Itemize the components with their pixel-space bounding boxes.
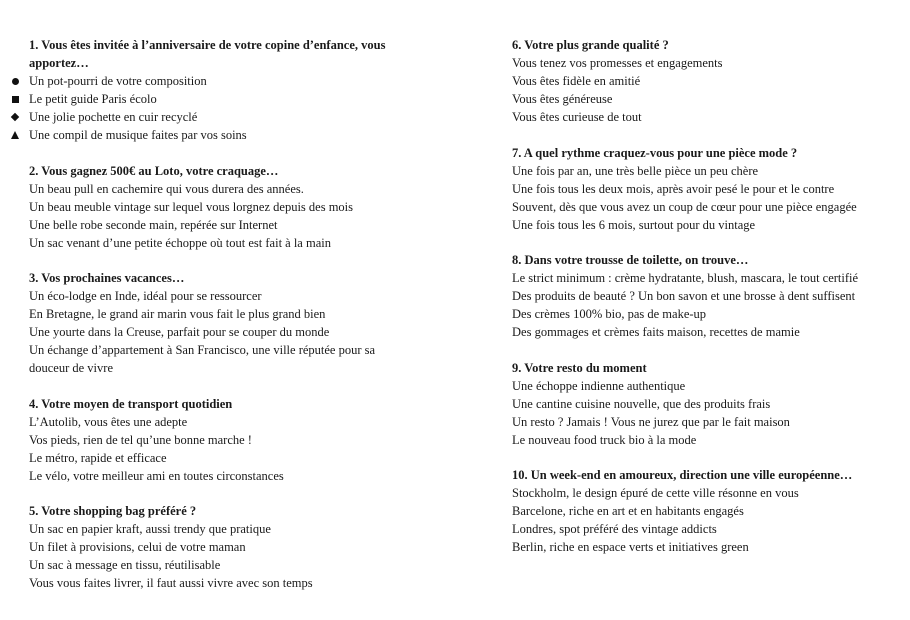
answer-option-text: Souvent, dès que vous avez un coup de cœur pour une pièce engagée <box>512 199 857 214</box>
answer-option-text: douceur de vivre <box>29 361 113 375</box>
answer-option-text: Un pot-pourri de votre composition <box>29 74 207 88</box>
answer-option <box>512 502 910 520</box>
answer-option-text: Une fois tous les deux mois, après avoir pesé le pour et le contre <box>512 181 835 196</box>
answer-option <box>29 305 469 323</box>
question-title: 4. Votre moyen de transport quotidien <box>29 396 233 411</box>
answer-option-text: Le vélo, votre meilleur ami en toutes circonstances <box>29 468 284 483</box>
answer-option <box>512 54 910 72</box>
question-title: 3. Vos prochaines vacances… <box>29 271 185 285</box>
answer-option <box>29 467 469 485</box>
question-block-3 <box>29 269 469 377</box>
answer-option-text: Le métro, rapide et efficace <box>29 450 167 465</box>
answer-option-text: Barcelone, riche en art et en habitants engagés <box>512 504 744 518</box>
answer-option-text: Des produits de beauté ? Un bon savon et une brosse à dent suffisent <box>512 289 856 303</box>
answer-option <box>29 323 469 341</box>
question-block-2 <box>29 162 469 252</box>
answer-option <box>29 72 469 90</box>
answer-option-text: Une belle robe seconde main, repérée sur Internet <box>29 217 278 232</box>
question-block-7 <box>512 144 910 234</box>
answer-option-text: Le petit guide Paris écolo <box>29 92 157 106</box>
question-title: 1. Vous êtes invitée à l’anniversaire de votre copine d’enfance, vous apportez… <box>29 38 386 70</box>
answer-option-text: Stockholm, le design épuré de cette ville résonne en vous <box>512 486 799 500</box>
answer-option-text: Vous vous faites livrer, il faut aussi vivre avec son temps <box>29 576 313 590</box>
answer-option <box>29 287 469 305</box>
answer-option-text: Un éco-lodge en Inde, idéal pour se ressourcer <box>29 289 262 303</box>
answer-option-text: Des gommages et crèmes faits maison, recettes de mamie <box>512 325 800 339</box>
answer-option <box>29 198 469 216</box>
answer-option <box>29 574 469 592</box>
question-title: 5. Votre shopping bag préféré ? <box>29 504 197 518</box>
question-block-8 <box>512 251 910 341</box>
answer-option <box>29 216 469 234</box>
answer-option <box>512 538 910 556</box>
answer-option-text: Un filet à provisions, celui de votre maman <box>29 540 246 554</box>
answer-option <box>29 431 469 449</box>
answer-option-text: Une cantine cuisine nouvelle, que des produits frais <box>512 396 771 411</box>
answer-option <box>29 180 469 198</box>
question-title: 6. Votre plus grande qualité ? <box>512 38 669 52</box>
answer-option <box>29 359 469 377</box>
question-block-1 <box>29 36 469 144</box>
triangle-icon <box>9 126 21 144</box>
answer-option-text: Berlin, riche en espace verts et initiatives green <box>512 540 749 554</box>
answer-option <box>512 323 910 341</box>
answer-option-text: Vous tenez vos promesses et engagements <box>512 56 723 70</box>
answer-option-text: Un resto ? Jamais ! Vous ne jurez que par le fait maison <box>512 414 790 429</box>
answer-option <box>29 341 469 359</box>
answer-option <box>512 90 910 108</box>
answer-option-text: Vous êtes curieuse de tout <box>512 110 642 124</box>
answer-option <box>512 377 910 395</box>
answer-option <box>29 520 469 538</box>
answer-option-text: En Bretagne, le grand air marin vous fait le plus grand bien <box>29 307 326 321</box>
question-title: 2. Vous gagnez 500€ au Loto, votre craquage… <box>29 163 279 178</box>
answer-option-text: Une fois tous les 6 mois, surtout pour du vintage <box>512 217 756 232</box>
answer-option-text: Une échoppe indienne authentique <box>512 378 686 393</box>
answer-option <box>512 305 910 323</box>
answer-option-text: Un beau meuble vintage sur lequel vous lorgnez depuis des mois <box>29 199 354 214</box>
answer-option <box>512 431 910 449</box>
answer-option-text: Une compil de musique faites par vos soins <box>29 128 247 142</box>
question-block-6 <box>512 36 910 126</box>
answer-option-text: Une jolie pochette en cuir recyclé <box>29 110 198 124</box>
answer-option-text: L’Autolib, vous êtes une adepte <box>29 414 188 429</box>
question-block-4 <box>29 395 469 485</box>
answer-option-text: Un beau pull en cachemire qui vous durera des années. <box>29 181 304 196</box>
left-column <box>29 36 469 610</box>
question-title: 8. Dans votre trousse de toilette, on trouve… <box>512 253 749 267</box>
answer-option <box>29 90 469 108</box>
question-title: 10. Un week-end en amoureux, direction une ville européenne… <box>512 468 853 482</box>
answer-option-text: Le nouveau food truck bio à la mode <box>512 432 697 447</box>
answer-option <box>512 413 910 431</box>
answer-option <box>29 556 469 574</box>
answer-option <box>29 538 469 556</box>
question-block-10 <box>512 466 910 556</box>
answer-option-text: Des crèmes 100% bio, pas de make-up <box>512 307 707 321</box>
answer-option <box>512 72 910 90</box>
answer-option-text: Un sac en papier kraft, aussi trendy que pratique <box>29 522 271 536</box>
answer-option-text: Le strict minimum : crème hydratante, blush, mascara, le tout certifié <box>512 271 859 285</box>
answer-option <box>29 108 469 126</box>
answer-option <box>512 198 910 216</box>
question-title: 7. A quel rythme craquez-vous pour une pièce mode ? <box>512 145 798 160</box>
answer-option <box>512 162 910 180</box>
answer-option <box>29 126 469 144</box>
answer-option <box>29 234 469 252</box>
square-icon <box>9 90 21 108</box>
answer-option <box>512 180 910 198</box>
diamond-icon <box>9 108 21 126</box>
answer-option-text: Un sac à message en tissu, réutilisable <box>29 558 221 572</box>
answer-option-text: Une fois par an, une très belle pièce un peu chère <box>512 163 759 178</box>
answer-option-text: Vos pieds, rien de tel qu’une bonne marche ! <box>29 432 252 447</box>
answer-option-text: Londres, spot préféré des vintage addicts <box>512 522 717 536</box>
answer-option <box>29 413 469 431</box>
answer-option <box>512 269 910 287</box>
question-title: 9. Votre resto du moment <box>512 360 647 375</box>
answer-option <box>512 216 910 234</box>
answer-option <box>512 108 910 126</box>
question-block-9 <box>512 359 910 449</box>
right-column <box>512 36 910 574</box>
answer-option <box>512 287 910 305</box>
answer-option-text: Vous êtes généreuse <box>512 92 613 106</box>
circle-icon <box>9 72 21 90</box>
answer-option-text: Vous êtes fidèle en amitié <box>512 74 641 88</box>
answer-option <box>29 449 469 467</box>
question-block-5 <box>29 502 469 592</box>
answer-option <box>512 520 910 538</box>
answer-option-text: Un sac venant d’une petite échoppe où tout est fait à la main <box>29 235 331 250</box>
answer-option <box>512 395 910 413</box>
answer-option-text: Un échange d’appartement à San Francisco, une ville réputée pour sa <box>29 343 376 357</box>
answer-option <box>512 484 910 502</box>
answer-option-text: Une yourte dans la Creuse, parfait pour se couper du monde <box>29 325 330 339</box>
